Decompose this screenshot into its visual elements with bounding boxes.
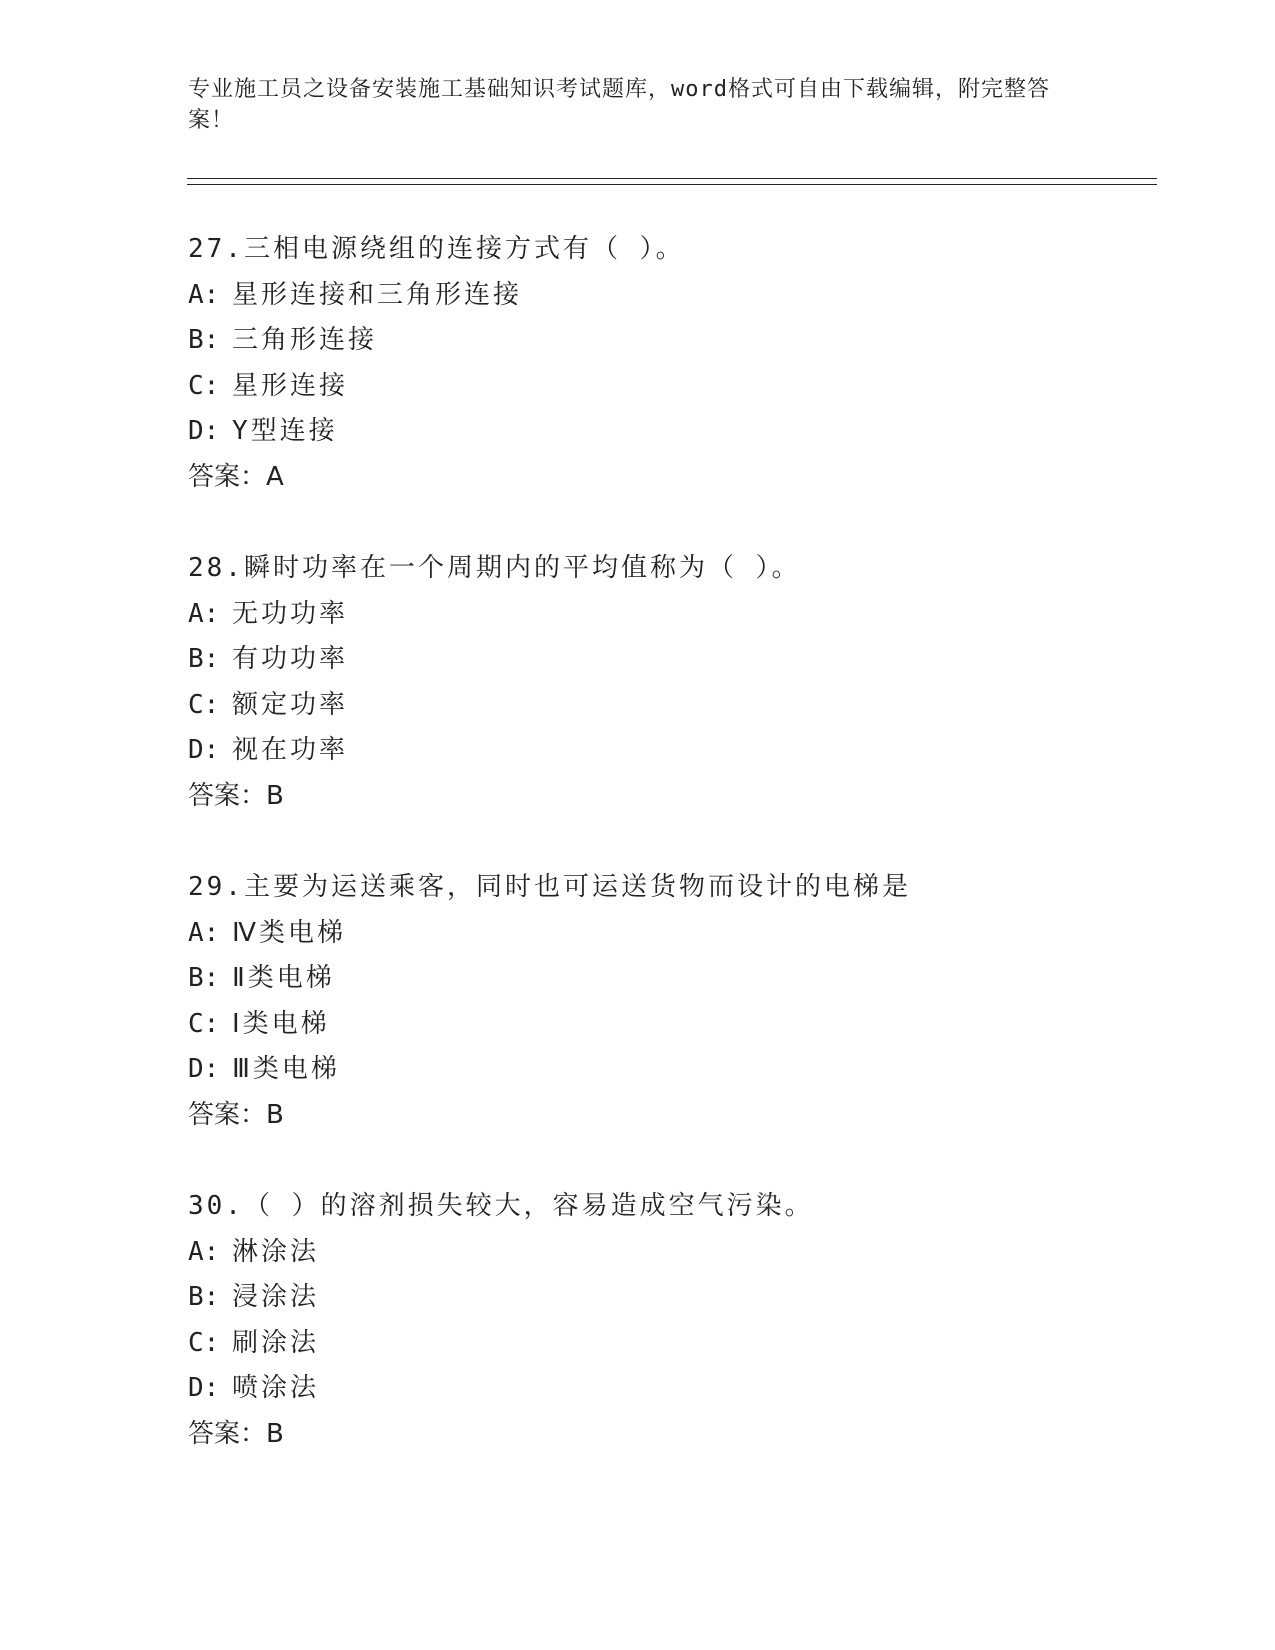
header-double-rule: [187, 178, 1157, 185]
option-letter: B:: [188, 644, 220, 675]
option-letter: D:: [188, 1373, 220, 1404]
answer-line: 答案：B: [188, 1418, 284, 1449]
option-text: 有功功率: [232, 644, 349, 675]
option-text: 刷涂法: [232, 1327, 320, 1358]
question-30: [188, 1184, 1188, 1458]
question-29: [188, 865, 1188, 1139]
option-letter: A:: [188, 1236, 220, 1267]
option-b: [188, 1275, 1188, 1321]
option-letter: C:: [188, 1327, 220, 1358]
option-text: Ⅲ类电梯: [232, 1054, 340, 1085]
option-c: [188, 364, 1188, 410]
option-text: 淋涂法: [232, 1236, 320, 1267]
option-d: [188, 409, 1188, 455]
option-b: [188, 318, 1188, 364]
question-stem: 29.主要为运送乘客，同时也可运送货物而设计的电梯是: [188, 872, 911, 902]
option-d: [188, 1047, 1188, 1093]
question-stem: 27.三相电源绕组的连接方式有（ ）。: [188, 234, 685, 264]
option-b: [188, 956, 1188, 1002]
option-c: [188, 1002, 1188, 1048]
option-text: 三角形连接: [232, 325, 378, 356]
option-text: Ⅳ类电梯: [232, 917, 346, 948]
answer-line: 答案：B: [188, 780, 284, 811]
option-c: [188, 683, 1188, 729]
question-stem: 30.（ ）的溶剂损失较大，容易造成空气污染。: [188, 1191, 814, 1221]
option-b: [188, 637, 1188, 683]
option-text: 无功功率: [232, 598, 349, 629]
option-d: [188, 728, 1188, 774]
option-letter: A:: [188, 598, 220, 629]
option-letter: A:: [188, 917, 220, 948]
question-28: [188, 546, 1188, 820]
option-text: 星形连接: [232, 370, 349, 401]
option-a: [188, 1230, 1188, 1276]
option-letter: B:: [188, 963, 220, 994]
option-letter: D:: [188, 1054, 220, 1085]
option-text: 额定功率: [232, 689, 349, 720]
option-letter: A:: [188, 279, 220, 310]
option-a: [188, 911, 1188, 957]
option-letter: D:: [188, 735, 220, 766]
answer-line: 答案：B: [188, 1099, 284, 1130]
question-stem: 28.瞬时功率在一个周期内的平均值称为（ ）。: [188, 553, 801, 583]
option-letter: B:: [188, 325, 220, 356]
option-text: Ⅰ类电梯: [232, 1008, 330, 1039]
option-a: [188, 273, 1188, 319]
option-d: [188, 1366, 1188, 1412]
option-letter: C:: [188, 689, 220, 720]
option-c: [188, 1321, 1188, 1367]
option-letter: C:: [188, 1008, 220, 1039]
option-letter: D:: [188, 416, 220, 447]
option-text: 视在功率: [232, 735, 349, 766]
answer-line: 答案：A: [188, 461, 284, 492]
option-a: [188, 592, 1188, 638]
option-text: Ⅱ类电梯: [232, 963, 335, 994]
option-text: 喷涂法: [232, 1373, 320, 1404]
option-letter: B:: [188, 1282, 220, 1313]
question-27: [188, 227, 1188, 501]
option-text: 星形连接和三角形连接: [232, 279, 523, 310]
option-text: Y型连接: [232, 416, 338, 447]
option-text: 浸涂法: [232, 1282, 320, 1313]
document-header: 专业施工员之设备安装施工基础知识考试题库，word格式可自由下载编辑，附完整答案！: [188, 77, 1050, 133]
option-letter: C:: [188, 370, 220, 401]
